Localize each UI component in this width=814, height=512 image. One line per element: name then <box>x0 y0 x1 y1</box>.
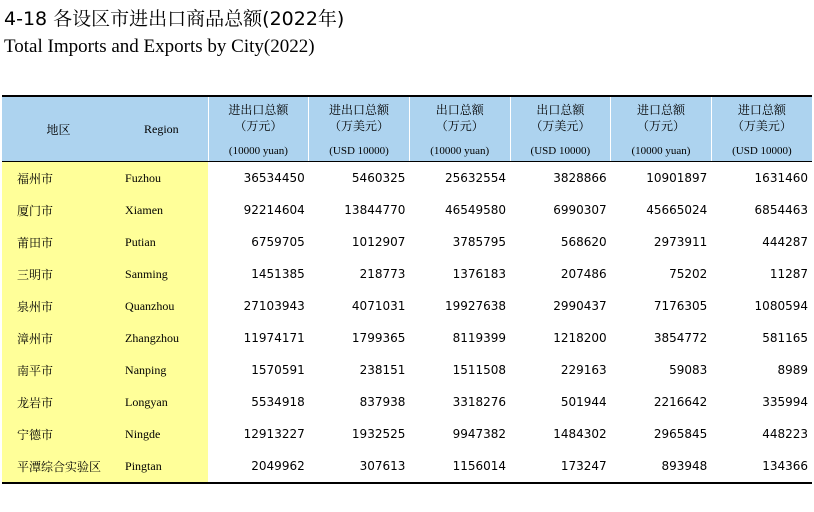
region-name-cn: 莆田市 <box>2 226 115 258</box>
region-name-en: Ningde <box>115 418 208 450</box>
value-cell: 1012907 <box>351 235 406 249</box>
value-cell: 1156014 <box>409 450 510 483</box>
value-cell: 10901897 <box>646 171 708 185</box>
table-row <box>2 386 812 418</box>
value-cell: 8989 <box>777 363 808 377</box>
value-cell: 1376183 <box>452 267 507 281</box>
value-cell: 36534450 <box>243 171 305 185</box>
value-cell: 1218200 <box>553 331 607 345</box>
header-column <box>208 96 309 140</box>
header-column <box>711 96 812 140</box>
header-unit-en: (USD 10000) <box>510 140 611 162</box>
header-unit-en: (USD 10000) <box>711 140 812 162</box>
value-cell: 568620 <box>560 235 607 249</box>
header-column-unit-cn: （万美元） <box>329 119 390 133</box>
region-name-en: Xiamen <box>115 194 208 226</box>
value-cell: 2216642 <box>653 395 708 409</box>
value-cell: 218773 <box>359 267 406 281</box>
value-cell: 92214604 <box>243 203 305 217</box>
region-name-cn: 漳州市 <box>2 322 115 354</box>
value-cell: 45665024 <box>646 203 708 217</box>
value-cell: 893948 <box>611 450 712 483</box>
value-cell: 5534918 <box>251 395 305 409</box>
value-cell: 1451385 <box>251 267 305 281</box>
value-cell: 12913227 <box>243 427 305 441</box>
header-column-name: 进出口总额 <box>228 103 289 117</box>
header-unit-en: (USD 10000) <box>309 140 410 162</box>
value-cell: 1570591 <box>251 363 305 377</box>
page-title-en: Total Imports and Exports by City(2022) <box>4 36 315 57</box>
header-unit-en: (10000 yuan) <box>611 140 712 162</box>
table-row <box>2 354 812 386</box>
region-name-cn: 泉州市 <box>2 290 115 322</box>
value-cell: 1511508 <box>452 363 507 377</box>
value-cell: 11974171 <box>243 331 305 345</box>
value-cell: 3318276 <box>452 395 507 409</box>
region-name-en: Nanping <box>115 354 208 386</box>
region-name-en: Zhangzhou <box>115 322 208 354</box>
region-name-en: Longyan <box>115 386 208 418</box>
value-cell: 7176305 <box>653 299 708 313</box>
value-cell: 2049962 <box>208 450 309 483</box>
value-cell: 9947382 <box>452 427 507 441</box>
table-row <box>2 290 812 322</box>
region-name-cn: 平潭综合实验区 <box>2 450 115 483</box>
region-name-en: Quanzhou <box>115 290 208 322</box>
region-name-en: Fuzhou <box>115 162 208 195</box>
imports-exports-table <box>2 95 812 484</box>
header-column <box>611 96 712 140</box>
header-column-name: 出口总额 <box>536 103 585 117</box>
region-name-en: Pingtan <box>115 450 208 483</box>
header-column-name: 出口总额 <box>435 103 484 117</box>
region-name-cn: 南平市 <box>2 354 115 386</box>
value-cell: 1080594 <box>754 299 808 313</box>
region-name-en: Putian <box>115 226 208 258</box>
value-cell: 75202 <box>669 267 708 281</box>
header-unit-en: (10000 yuan) <box>409 140 510 162</box>
table-row <box>2 226 812 258</box>
header-column-name: 进出口总额 <box>329 103 390 117</box>
value-cell: 3828866 <box>553 171 607 185</box>
value-cell: 3785795 <box>452 235 507 249</box>
region-name-cn: 龙岩市 <box>2 386 115 418</box>
header-region-cn: 地区 <box>2 96 115 162</box>
value-cell: 2990437 <box>553 299 607 313</box>
value-cell: 46549580 <box>444 203 507 217</box>
header-column-name: 进口总额 <box>737 103 786 117</box>
value-cell: 19927638 <box>444 299 507 313</box>
region-name-cn: 福州市 <box>2 162 115 195</box>
value-cell: 307613 <box>309 450 410 483</box>
value-cell: 335994 <box>762 395 808 409</box>
value-cell: 25632554 <box>444 171 507 185</box>
value-cell: 2965845 <box>653 427 708 441</box>
region-name-en: Sanming <box>115 258 208 290</box>
value-cell: 444287 <box>762 235 808 249</box>
table-row <box>2 194 812 226</box>
page-title-cn: 4-18 各设区市进出口商品总额(2022年) <box>4 8 345 30</box>
header-column-unit-cn: （万元） <box>234 119 283 133</box>
table-row <box>2 322 812 354</box>
header-column-unit-cn: （万美元） <box>530 119 591 133</box>
value-cell: 3854772 <box>653 331 708 345</box>
header-region-en: Region <box>115 96 208 162</box>
header-unit-en: (10000 yuan) <box>208 140 309 162</box>
header-column-unit-cn: （万元） <box>435 119 484 133</box>
value-cell: 581165 <box>762 331 808 345</box>
value-cell: 1631460 <box>754 171 808 185</box>
value-cell: 1484302 <box>553 427 607 441</box>
header-column <box>409 96 510 140</box>
table-row <box>2 418 812 450</box>
value-cell: 448223 <box>762 427 808 441</box>
value-cell: 1932525 <box>351 427 406 441</box>
value-cell: 207486 <box>560 267 607 281</box>
header-column-name: 进口总额 <box>636 103 685 117</box>
header-column <box>510 96 611 140</box>
value-cell: 501944 <box>560 395 607 409</box>
value-cell: 837938 <box>359 395 406 409</box>
value-cell: 6854463 <box>754 203 808 217</box>
region-name-cn: 三明市 <box>2 258 115 290</box>
value-cell: 11287 <box>769 267 808 281</box>
region-name-cn: 厦门市 <box>2 194 115 226</box>
table-body <box>2 162 812 484</box>
value-cell: 4071031 <box>351 299 406 313</box>
header-column <box>309 96 410 140</box>
value-cell: 27103943 <box>243 299 305 313</box>
value-cell: 1799365 <box>351 331 406 345</box>
value-cell: 238151 <box>359 363 406 377</box>
value-cell: 173247 <box>510 450 611 483</box>
header-column-unit-cn: （万元） <box>636 119 685 133</box>
value-cell: 2973911 <box>653 235 708 249</box>
value-cell: 8119399 <box>452 331 507 345</box>
value-cell: 6990307 <box>553 203 607 217</box>
header-column-unit-cn: （万美元） <box>731 119 792 133</box>
value-cell: 229163 <box>560 363 607 377</box>
value-cell: 134366 <box>711 450 812 483</box>
table-row <box>2 450 812 483</box>
value-cell: 5460325 <box>351 171 406 185</box>
value-cell: 13844770 <box>344 203 406 217</box>
value-cell: 6759705 <box>251 235 305 249</box>
table-row <box>2 258 812 290</box>
table-row <box>2 162 812 195</box>
region-name-cn: 宁德市 <box>2 418 115 450</box>
value-cell: 59083 <box>669 363 708 377</box>
